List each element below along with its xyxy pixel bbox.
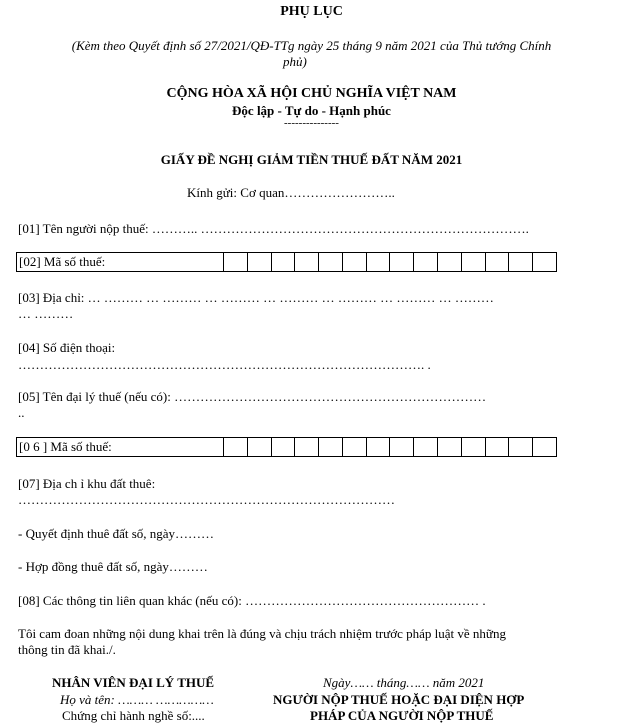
land-lease-contract: - Hợp đồng thuê đất số, ngày………: [18, 559, 208, 574]
tax-agent-name: Họ và tên: ……… ……………: [60, 692, 214, 707]
tax-code-box: [461, 438, 485, 456]
tax-code-box: [223, 253, 247, 271]
appendix-title: PHỤ LỤC: [280, 4, 343, 19]
tax-code-box: [294, 253, 318, 271]
field-08-other-info: [08] Các thông tin liên quan khác (nếu có): ……………………………………………… .: [18, 593, 486, 608]
tax-code-box: [366, 253, 390, 271]
field-06-label: [0 6 ] Mã số thuế:: [19, 439, 112, 454]
field-04-phone-label: [04] Số điện thoại:: [18, 340, 116, 355]
tax-code-box: [508, 438, 532, 456]
tax-code-box: [485, 438, 509, 456]
taxpayer-title-line1: NGƯỜI NỘP THUẾ HOẶC ĐẠI DIỆN HỢP: [273, 692, 525, 707]
tax-agent-certificate: Chứng chỉ hành nghề số:....: [62, 708, 205, 723]
tax-code-box: [318, 253, 342, 271]
tax-code-box: [342, 253, 366, 271]
national-motto: Độc lập - Tự do - Hạnh phúc: [232, 103, 391, 118]
tax-code-box: [437, 438, 461, 456]
tax-code-box: [223, 438, 247, 456]
taxpayer-title-line2: PHÁP CỦA NGƯỜI NỘP THUẾ: [310, 708, 494, 723]
land-lease-decision: - Quyết định thuê đất số, ngày………: [18, 526, 215, 541]
field-02-label: [02] Mã số thuế:: [19, 254, 106, 269]
tax-code-box: [271, 253, 295, 271]
tax-code-box: [532, 253, 556, 271]
field-06-tax-code-boxes: [223, 438, 556, 456]
tax-code-box: [413, 438, 437, 456]
tax-code-box: [485, 253, 509, 271]
form-title: GIẤY ĐỀ NGHỊ GIẢM TIỀN THUẾ ĐẤT NĂM 2021: [160, 152, 463, 167]
field-07-land-address-label: [07] Địa ch ỉ khu đất thuê:: [18, 476, 156, 491]
tax-code-box: [389, 253, 413, 271]
tax-code-box: [461, 253, 485, 271]
motto-divider: ---------------: [284, 117, 339, 129]
tax-agent-staff-title: NHÂN VIÊN ĐẠI LÝ THUẾ: [52, 675, 215, 690]
tax-code-box: [271, 438, 295, 456]
field-05-tax-agent-line1: [05] Tên đại lý thuế (nếu có): ………………………………………………………………: [18, 389, 487, 404]
field-01-taxpayer-name: [01] Tên người nộp thuế: ……….. ………………………………………………………………….: [18, 221, 529, 236]
tax-code-box: [247, 253, 271, 271]
field-07-land-address-dots: ……………………………………………………………………………: [18, 492, 395, 507]
tax-code-box: [318, 438, 342, 456]
tax-code-box: [342, 438, 366, 456]
tax-code-box: [294, 438, 318, 456]
field-03-address-line2: … ………: [18, 306, 74, 321]
decision-reference-line2: phủ): [283, 54, 307, 69]
tax-code-box: [437, 253, 461, 271]
commitment-line2: thông tin đã khai./.: [18, 642, 116, 657]
field-02-tax-code-row: [16, 252, 557, 272]
field-05-tax-agent-line2: ..: [18, 405, 25, 420]
field-04-phone-dots: …………………………………………………………………………………. .: [18, 357, 431, 372]
tax-code-box: [508, 253, 532, 271]
tax-code-box: [389, 438, 413, 456]
commitment-line1: Tôi cam đoan những nội dung khai trên là đúng và chịu trách nhiệm trước pháp luật về những: [18, 626, 506, 641]
signature-date: Ngày…… tháng…… năm 2021: [323, 675, 485, 690]
tax-code-box: [532, 438, 556, 456]
tax-code-box: [366, 438, 390, 456]
decision-reference-line1: (Kèm theo Quyết định số 27/2021/QĐ-TTg ngày 25 tháng 9 năm 2021 của Thủ tướng Chính: [71, 38, 552, 53]
tax-code-box: [247, 438, 271, 456]
field-02-tax-code-boxes: [223, 253, 556, 271]
tax-code-box: [413, 253, 437, 271]
country-name: CỘNG HÒA XÃ HỘI CHỦ NGHĨA VIỆT NAM: [166, 86, 457, 101]
addressee: Kính gửi: Cơ quan……………………..: [187, 185, 395, 200]
field-06-tax-code-row: [16, 437, 557, 457]
field-03-address-line1: [03] Địa chỉ: … ……… … ……… … ……… … ……… … ……… … ……… … ………: [18, 290, 494, 305]
